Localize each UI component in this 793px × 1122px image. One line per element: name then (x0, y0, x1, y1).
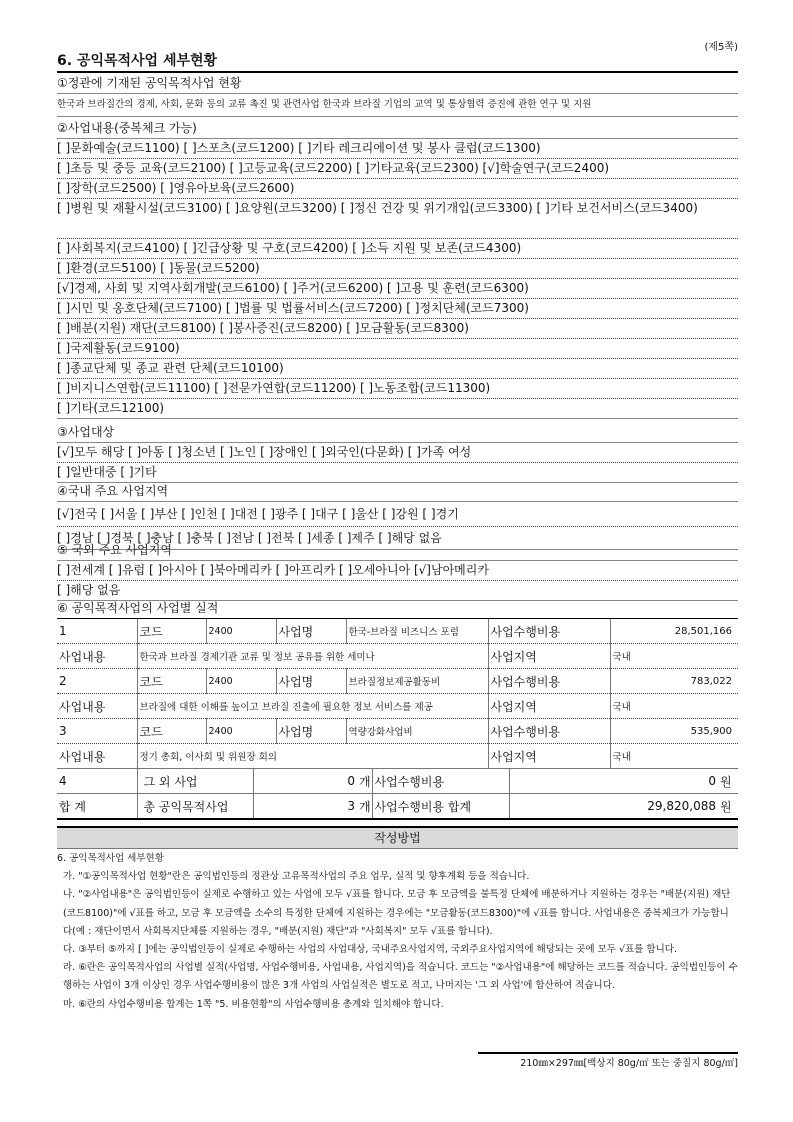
target-row[interactable]: [√]모두 해당 [ ]아동 [ ]청소년 [ ]노인 [ ]장애인 [ ]외국인(다문화) [ ]가족 여성 (57, 443, 738, 463)
total-cost-unit: 원 (720, 794, 738, 820)
domestic-region-row[interactable]: [ ]경남 [ ]경북 [ ]충남 [ ]충북 [ ]전남 [ ]전북 [ ]세종 [ ]제주 [ ]해당 없음 (57, 527, 738, 550)
business-row[interactable]: [ ]배분(지원) 재단(코드8100) [ ]봉사증진(코드8200) [ ]모금활동(코드8300) (57, 319, 738, 339)
other-projects-row (57, 769, 738, 794)
content-label: 사업내용 (57, 644, 137, 669)
overseas-region-row[interactable]: [ ]전세계 [ ]유럽 [ ]아시아 [ ]북아메리카 [ ]아프리카 [ ]오세아니아 [√]남아메리카 (57, 561, 738, 581)
project-row (57, 669, 738, 694)
project-content[interactable]: 정기 총회, 이사회 및 위원장 회의 (137, 744, 488, 769)
business-row[interactable]: [ ]비지니스연합(코드11100) [ ]전문가연합(코드11200) [ ]노동조합(코드11300) (57, 379, 738, 399)
section-title: 6. 공익목적사업 세부현황 (57, 52, 738, 73)
cost-label: 사업수행비용 (488, 619, 610, 644)
total-cost-label: 사업수행비용 합계 (372, 794, 509, 820)
total-no: 합 계 (57, 794, 137, 820)
method-line: 나. "②사업내용"은 공익법인등이 실제로 수행하고 있는 사업에 모두 √표를 합니다. 모금 후 모금액을 불특정 단체에 배분하거나 지원하는 경우는 "배분(지원) 재단(코드8100)"에 √표를 하고, 모금 후 모금액을 소수의 특정한 단체에 지원하는 경우에는 "모금활동(코드8300)"에 √표를 합니다. 사업내용은 중복체크가 가능합니다(예 : 재단이면서 사회복지단체를 지원하는 경우, "배분(지원) 재단"과 "사회복지" 모두 √표를 합니다). (63, 889, 731, 937)
other-count[interactable]: 0 (253, 769, 359, 794)
business-row[interactable]: [ ]병원 및 재활시설(코드3100) [ ]요양원(코드3200) [ ]정신 건강 및 위기개입(코드3300) [ ]기타 보건서비스(코드3400) (57, 199, 738, 239)
project-cost[interactable]: 783,022 (610, 669, 738, 694)
other-cost-unit: 원 (720, 769, 738, 794)
total-label: 총 공익목적사업 (137, 794, 253, 820)
project-detail-row (57, 744, 738, 769)
summary-table (57, 769, 738, 820)
section-overseas-region (57, 541, 738, 601)
overseas-region-row[interactable]: [ ]해당 없음 (57, 581, 738, 601)
project-content[interactable]: 브라질에 대한 이해를 높이고 브라질 진출에 필요한 정보 서비스를 제공 (137, 694, 488, 719)
charter-heading: ①정관에 기재된 공익목적사업 현황 (57, 74, 738, 94)
other-cost-label: 사업수행비용 (372, 769, 509, 794)
charter-text: 한국과 브라질간의 경제, 사회, 문화 등의 교류 촉진 및 관련사업 한국과 브라질 기업의 교역 및 통상협력 증진에 관한 연구 및 지원 (57, 94, 738, 117)
code-label: 코드 (137, 669, 206, 694)
method-line: 마. ⑥란의 사업수행비용 합계는 1쪽 "5. 비용현황"의 사업수행비용 총계와 일치해야 합니다. (63, 998, 444, 1010)
business-row[interactable]: [ ]사회복지(코드4100) [ ]긴급상황 및 구호(코드4200) [ ]소득 지원 및 보존(코드4300) (57, 239, 738, 259)
section-performance (57, 599, 738, 820)
business-row[interactable]: [ ]종교단체 및 종교 관련 단체(코드10100) (57, 359, 738, 379)
project-detail-row (57, 694, 738, 719)
total-row (57, 794, 738, 820)
other-cost[interactable]: 0 (509, 769, 720, 794)
project-cost[interactable]: 28,501,166 (610, 619, 738, 644)
target-heading: ③사업대상 (57, 423, 738, 443)
code-label: 코드 (137, 619, 206, 644)
content-label: 사업내용 (57, 694, 137, 719)
method-line: 가. "①공익목적사업 현황"란은 공익법인등의 정관상 고유목적사업의 주요 업무, 실적 및 향후계획 등을 적습니다. (63, 871, 530, 883)
name-label: 사업명 (276, 669, 346, 694)
content-label: 사업내용 (57, 744, 137, 769)
project-code[interactable]: 2400 (206, 669, 276, 694)
other-count-unit: 개 (359, 769, 372, 794)
method-text (57, 850, 738, 1014)
project-region[interactable]: 국내 (610, 694, 738, 719)
code-label: 코드 (137, 719, 206, 744)
project-code[interactable]: 2400 (206, 719, 276, 744)
project-cost[interactable]: 535,900 (610, 719, 738, 744)
business-row[interactable]: [ ]환경(코드5100) [ ]동물(코드5200) (57, 259, 738, 279)
section-domestic-region (57, 482, 738, 550)
performance-heading: ⑥ 공익목적사업의 사업별 실적 (57, 599, 738, 619)
other-label: 그 외 사업 (137, 769, 253, 794)
business-row[interactable]: [√]경제, 사회 및 지역사회개발(코드6100) [ ]주거(코드6200) [ ]고용 및 훈련(코드6300) (57, 279, 738, 299)
project-no: 3 (57, 719, 137, 744)
cost-label: 사업수행비용 (488, 719, 610, 744)
section-business-content (57, 119, 738, 419)
domestic-region-row[interactable]: [√]전국 [ ]서울 [ ]부산 [ ]인천 [ ]대전 [ ]광주 [ ]대구 [ ]울산 [ ]강원 [ ]경기 (57, 502, 738, 527)
method-line: 6. 공익목적사업 세부현황 (57, 853, 164, 864)
paper-spec-footer: 210㎜×297㎜[백상지 80g/㎡ 또는 중질지 80g/㎡] (478, 1052, 738, 1069)
performance-table (57, 619, 738, 769)
region-label: 사업지역 (488, 744, 610, 769)
business-content-heading: ②사업내용(중복체크 가능) (57, 119, 738, 139)
method-line: 다. ③부터 ⑤까지 [ ]에는 공익법인등이 실제로 수행하는 사업의 사업대상, 국내주요사업지역, 국외주요사업지역에 해당되는 곳에 모두 √표를 합니다. (63, 944, 677, 956)
name-label: 사업명 (276, 619, 346, 644)
project-row (57, 719, 738, 744)
business-row[interactable]: [ ]장학(코드2500) [ ]영유아보육(코드2600) (57, 179, 738, 199)
project-name[interactable]: 역량강화사업비 (346, 719, 488, 744)
business-row[interactable]: [ ]국제활동(코드9100) (57, 339, 738, 359)
region-label: 사업지역 (488, 694, 610, 719)
project-no: 2 (57, 669, 137, 694)
business-row[interactable]: [ ]시민 및 옹호단체(코드7100) [ ]법률 및 법률서비스(코드7200) [ ]정치단체(코드7300) (57, 299, 738, 319)
cost-label: 사업수행비용 (488, 669, 610, 694)
project-region[interactable]: 국내 (610, 644, 738, 669)
method-line: 라. ⑥란은 공익목적사업의 사업별 실적(사업명, 사업수행비용, 사업내용, 사업지역)을 적습니다. 코드는 "②사업내용"에 해당하는 코드를 적습니다. 공익법인등이 수행하는 사업이 3개 이상인 경우 사업수행비용이 많은 3개 사업의 사업실적은 별도로 적고, 나머지는 '그 외 사업'에 합산하여 적습니다. (63, 962, 738, 992)
other-no: 4 (57, 769, 137, 794)
total-cost[interactable]: 29,820,088 (509, 794, 720, 820)
project-name[interactable]: 브라질정보제공활동비 (346, 669, 488, 694)
target-row[interactable]: [ ]일반대중 [ ]기타 (57, 463, 738, 483)
project-row (57, 619, 738, 644)
method-heading: 작성방법 (57, 826, 738, 849)
project-code[interactable]: 2400 (206, 619, 276, 644)
business-row[interactable]: [ ]문화예술(코드1100) [ ]스포츠(코드1200) [ ]기타 레크리에이션 및 봉사 클럽(코드1300) (57, 139, 738, 159)
section-charter (57, 74, 738, 117)
overseas-region-heading: ⑤ 국외 주요 사업지역 (57, 541, 738, 561)
project-detail-row (57, 644, 738, 669)
business-row[interactable]: [ ]초등 및 중등 교육(코드2100) [ ]고등교육(코드2200) [ ]기타교육(코드2300) [√]학술연구(코드2400) (57, 159, 738, 179)
domestic-region-heading: ④국내 주요 사업지역 (57, 482, 738, 502)
section-target (57, 423, 738, 483)
project-content[interactable]: 한국과 브라질 경제기관 교류 및 정보 공유를 위한 세미나 (137, 644, 488, 669)
name-label: 사업명 (276, 719, 346, 744)
total-count-unit: 개 (359, 794, 372, 820)
project-no: 1 (57, 619, 137, 644)
project-region[interactable]: 국내 (610, 744, 738, 769)
page-number-note: (제5쪽) (704, 42, 738, 53)
total-count[interactable]: 3 (253, 794, 359, 820)
project-name[interactable]: 한국-브라질 비즈니스 포럼 (346, 619, 488, 644)
region-label: 사업지역 (488, 644, 610, 669)
business-row[interactable]: [ ]기타(코드12100) (57, 399, 738, 419)
